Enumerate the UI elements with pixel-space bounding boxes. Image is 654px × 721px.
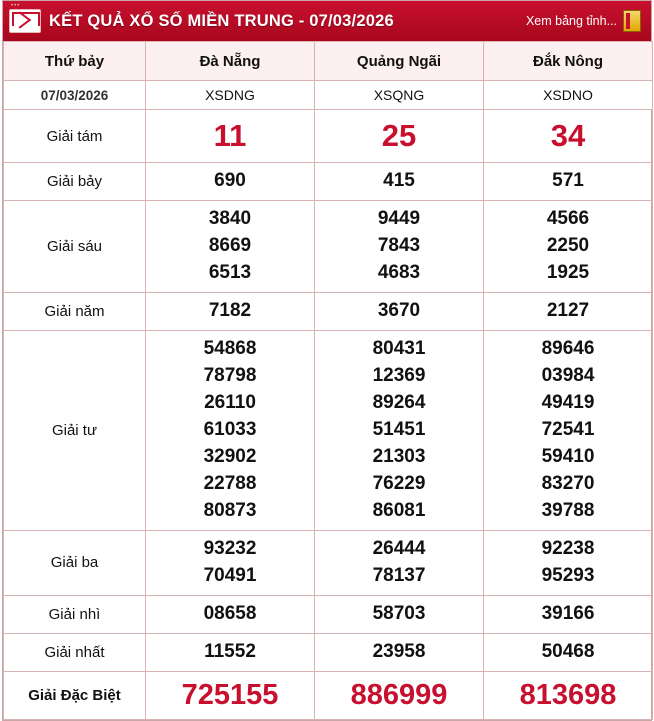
table-row xyxy=(4,595,653,633)
province-selector[interactable] xyxy=(526,10,645,32)
prize-numbers: 93232 70491 xyxy=(146,530,315,595)
prize-numbers: 9449 7843 4683 xyxy=(315,201,484,293)
prize-numbers: 80431 12369 89264 51451 21303 76229 86081 xyxy=(315,330,484,530)
prize-numbers: 54868 78798 26110 61033 32902 22788 80873 xyxy=(146,330,315,530)
table-row xyxy=(4,671,653,719)
prize-numbers: 26444 78137 xyxy=(315,530,484,595)
prize-label: Giải năm xyxy=(4,292,146,330)
prize-label: Giải sáu xyxy=(4,201,146,293)
prize-label: Giải tư xyxy=(4,330,146,530)
province-code-0: XSDNG xyxy=(146,81,315,110)
province-header-0[interactable]: Đà Nẵng xyxy=(146,42,315,81)
flag-icon xyxy=(623,10,641,32)
prize-numbers: 25 xyxy=(315,110,484,163)
draw-date: 07/03/2026 xyxy=(4,81,146,110)
table-row-codes xyxy=(4,81,653,110)
province-code-1: XSQNG xyxy=(315,81,484,110)
prize-numbers: 813698 xyxy=(484,671,653,719)
header-bar xyxy=(3,1,651,41)
prize-numbers: 725155 xyxy=(146,671,315,719)
prize-label: Giải tám xyxy=(4,110,146,163)
province-header-1[interactable]: Quảng Ngãi xyxy=(315,42,484,81)
lottery-result-panel xyxy=(2,0,652,721)
prize-label: Giải bảy xyxy=(4,163,146,201)
prize-numbers: 2127 xyxy=(484,292,653,330)
envelope-icon xyxy=(9,9,41,33)
prize-numbers: 571 xyxy=(484,163,653,201)
table-row xyxy=(4,530,653,595)
prize-label: Giải ba xyxy=(4,530,146,595)
day-header: Thứ bảy xyxy=(4,42,146,81)
prize-numbers: 7182 xyxy=(146,292,315,330)
table-row xyxy=(4,201,653,293)
prize-numbers: 690 xyxy=(146,163,315,201)
prize-numbers: 58703 xyxy=(315,595,484,633)
prize-label: Giải Đặc Biệt xyxy=(4,671,146,719)
table-row xyxy=(4,633,653,671)
prize-numbers: 3670 xyxy=(315,292,484,330)
table-body xyxy=(4,81,653,720)
prize-numbers: 89646 03984 49419 72541 59410 83270 39788 xyxy=(484,330,653,530)
table-row xyxy=(4,330,653,530)
prize-numbers: 4566 2250 1925 xyxy=(484,201,653,293)
table-row xyxy=(4,163,653,201)
prize-numbers: 92238 95293 xyxy=(484,530,653,595)
prize-label: Giải nhất xyxy=(4,633,146,671)
table-header xyxy=(4,42,653,81)
prize-numbers: 08658 xyxy=(146,595,315,633)
page-title: KẾT QUẢ XỔ SỐ MIỀN TRUNG - 07/03/2026 xyxy=(49,11,394,30)
province-header-2[interactable]: Đắk Nông xyxy=(484,42,653,81)
prize-numbers: 886999 xyxy=(315,671,484,719)
prize-numbers: 39166 xyxy=(484,595,653,633)
province-selector-label: Xem bảng tỉnh... xyxy=(525,14,617,28)
results-table xyxy=(3,41,653,720)
prize-label: Giải nhì xyxy=(4,595,146,633)
prize-numbers: 11552 xyxy=(146,633,315,671)
decorative-dots: ••• xyxy=(11,3,21,9)
prize-numbers: 11 xyxy=(146,110,315,163)
prize-numbers: 415 xyxy=(315,163,484,201)
table-row xyxy=(4,292,653,330)
prize-numbers: 23958 xyxy=(315,633,484,671)
province-code-2: XSDNO xyxy=(484,81,653,110)
prize-numbers: 3840 8669 6513 xyxy=(146,201,315,293)
prize-numbers: 34 xyxy=(484,110,653,163)
table-row xyxy=(4,110,653,163)
prize-numbers: 50468 xyxy=(484,633,653,671)
